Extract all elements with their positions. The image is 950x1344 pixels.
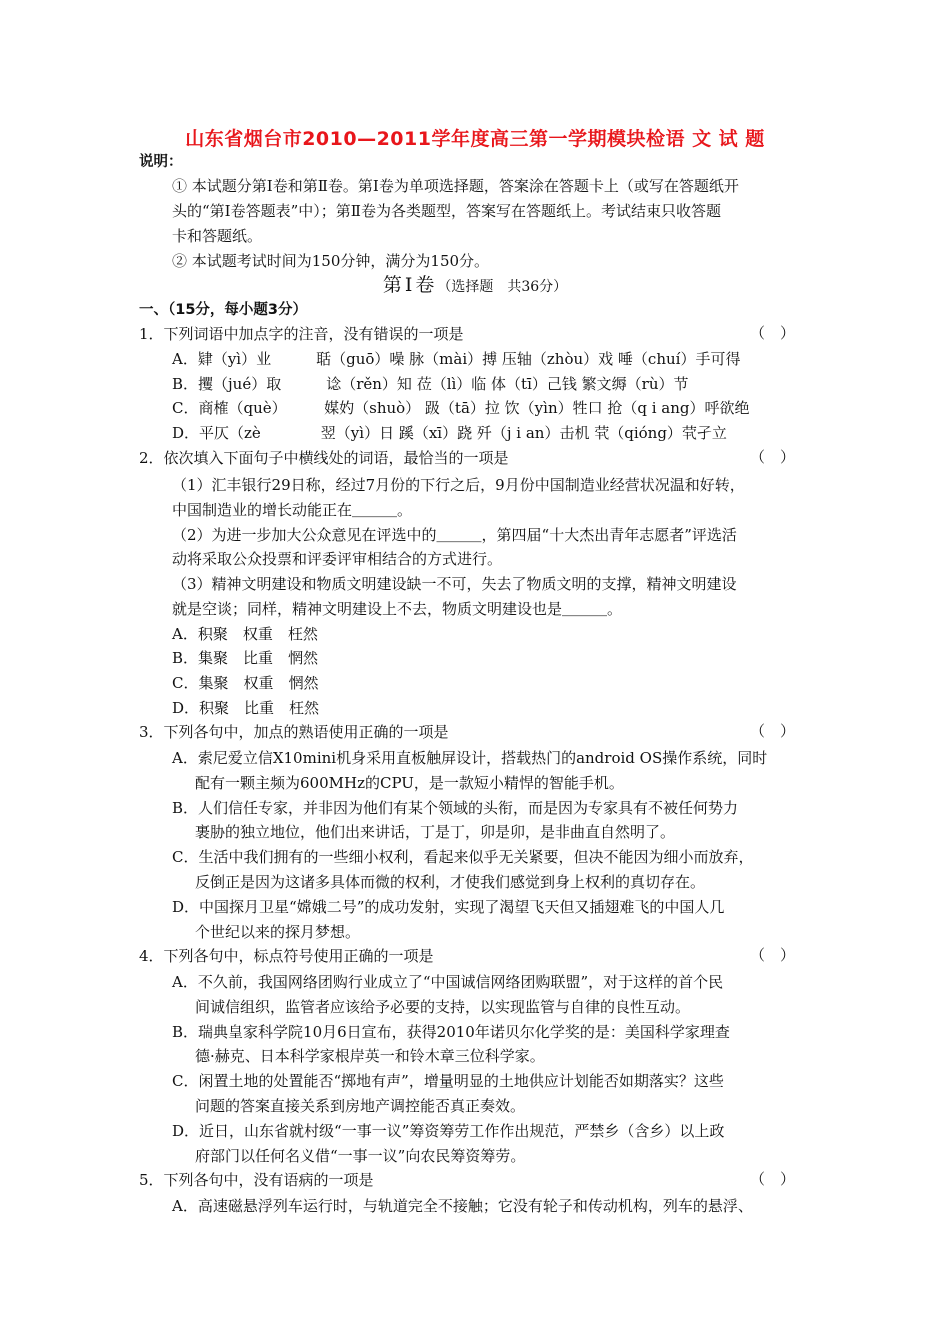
q3-answer-paren: （ ）: [750, 722, 796, 740]
notes-line: 头的“第Ⅰ卷答题表”中）；第Ⅱ卷为各类题型，答案写在答题纸上。考试结束只收答题: [172, 202, 721, 220]
q3-option-b-cont: 裹胁的独立地位，他们出来讲话，丁是丁，卯是卯，是非曲直自然明了。: [195, 823, 676, 841]
notes-line: ② 本试题考试时间为150分钟，满分为150分。: [172, 252, 490, 270]
q4-option-a: A．不久前，我国网络团购行业成立了“中国诚信网络团购联盟”，对于这样的首个民: [172, 973, 724, 991]
section-sub: （选择题 共36分）: [437, 279, 568, 295]
part-heading: 一、（15分，每小题3分）: [139, 302, 308, 318]
q4-option-b: B．瑞典皇家科学院10月6日宣布，获得2010年诺贝尔化学奖的是：美国科学家理查: [172, 1023, 730, 1041]
q4-option-d: D．近日，山东省就村级“一事一议”筹资筹劳工作作出规范，严禁乡（含乡）以上政: [172, 1122, 725, 1140]
section-main: 第Ⅰ卷: [382, 274, 438, 296]
q4-option-c-cont: 问题的答案直接关系到房地产调控能否真正奏效。: [195, 1097, 526, 1115]
q2-text-line: （2）为进一步加大公众意见在评选中的＿＿＿，第四届“十大杰出青年志愿者”评选活: [172, 526, 737, 544]
q1-option-d: D．平仄（zè 翌（yì）日 蹊（xī）跷 歼（j i an）击机 茕（qióng）茕孑立: [172, 424, 727, 442]
q2-text-line: 动将采取公众投票和评委评审相结合的方式进行。: [172, 550, 503, 568]
q1-option-b: B．攫（jué）取 谂（rěn）知 莅（lì）临 体（tī）己钱 繁文缛（rù）节: [172, 375, 689, 393]
q3-option-a-cont: 配有一颗主频为600MHz的CPU，是一款短小精悍的智能手机。: [195, 774, 624, 792]
q5-stem: 5．下列各句中，没有语病的一项是: [139, 1171, 374, 1189]
section-heading: [0, 273, 950, 300]
q4-option-a-cont: 间诚信组织，监管者应该给予必要的支持，以实现监管与自律的良性互动。: [195, 998, 691, 1016]
q2-option-b: B．集聚 比重 惘然: [172, 649, 319, 667]
q5-option-a: A．高速磁悬浮列车运行时，与轨道完全不接触；它没有轮子和传动机构，列车的悬浮、: [172, 1197, 753, 1215]
document-title: 山东省烟台市2010—2011学年度高三第一学期模块检语 文 试 题: [185, 128, 765, 150]
q3-option-d: D．中国探月卫星“嫦娥二号”的成功发射，实现了渴望飞天但又插翅难飞的中国人几: [172, 898, 725, 916]
q1-stem: 1．下列词语中加点字的注音，没有错误的一项是: [139, 325, 464, 343]
notes-line: ① 本试题分第Ⅰ卷和第Ⅱ卷。第Ⅰ卷为单项选择题，答案涂在答题卡上（或写在答题纸开: [172, 177, 739, 195]
q4-option-c: C．闲置土地的处置能否“掷地有声”，增量明显的土地供应计划能否如期落实？这些: [172, 1072, 724, 1090]
q2-text-line: 就是空谈；同样，精神文明建设上不去，物质文明建设也是＿＿＿。: [172, 600, 623, 618]
notes-label: 说明：: [139, 154, 183, 170]
q3-option-a: A．索尼爱立信X10mini机身采用直板触屏设计，搭载热门的android OS操作系统，同时: [172, 749, 768, 767]
q3-option-c-cont: 反倒正是因为这诸多具体而微的权利，才使我们感觉到身上权利的真切存在。: [195, 873, 706, 891]
q4-stem: 4．下列各句中，标点符号使用正确的一项是: [139, 947, 434, 965]
q2-answer-paren: （ ）: [750, 448, 796, 466]
q3-option-b: B．人们信任专家，并非因为他们有某个领域的头衔，而是因为专家具有不被任何势力: [172, 799, 739, 817]
q1-answer-paren: （ ）: [750, 324, 796, 342]
q2-option-a: A．积聚 权重 枉然: [172, 625, 318, 643]
q2-stem: 2．依次填入下面句子中横线处的词语，最恰当的一项是: [139, 449, 509, 467]
q5-answer-paren: （ ）: [750, 1170, 796, 1188]
q3-stem: 3．下列各句中，加点的熟语使用正确的一项是: [139, 723, 449, 741]
q2-text-line: 中国制造业的增长动能正在＿＿＿。: [172, 501, 413, 519]
q2-text-line: （1）汇丰银行29日称，经过7月份的下行之后，9月份中国制造业经营状况温和好转，: [172, 476, 745, 494]
q1-option-a: A．肄（yì）业 聒（guō）噪 脉（mài）搏 压轴（zhòu）戏 唾（chuí）手可得: [172, 350, 741, 368]
q2-option-d: D．积聚 比重 枉然: [172, 699, 320, 717]
q3-option-d-cont: 个世纪以来的探月梦想。: [195, 923, 361, 941]
q2-option-c: C．集聚 权重 惘然: [172, 674, 319, 692]
q4-answer-paren: （ ）: [750, 946, 796, 964]
q4-option-b-cont: 德·赫克、日本科学家根岸英一和铃木章三位科学家。: [195, 1047, 545, 1065]
q1-option-c: C．商榷（què） 媒妁（shuò） 趿（tā）拉 饮（yìn）牲口 抢（q i ang）呼欲绝: [172, 399, 750, 417]
q3-option-c: C．生活中我们拥有的一些细小权利，看起来似乎无关紧要，但决不能因为细小而放弃，: [172, 848, 754, 866]
notes-line: 卡和答题纸。: [172, 227, 263, 245]
q2-text-line: （3）精神文明建设和物质文明建设缺一不可，失去了物质文明的支撑，精神文明建设: [172, 575, 737, 593]
q4-option-d-cont: 府部门以任何名义借“一事一议”向农民筹资筹劳。: [195, 1147, 526, 1165]
